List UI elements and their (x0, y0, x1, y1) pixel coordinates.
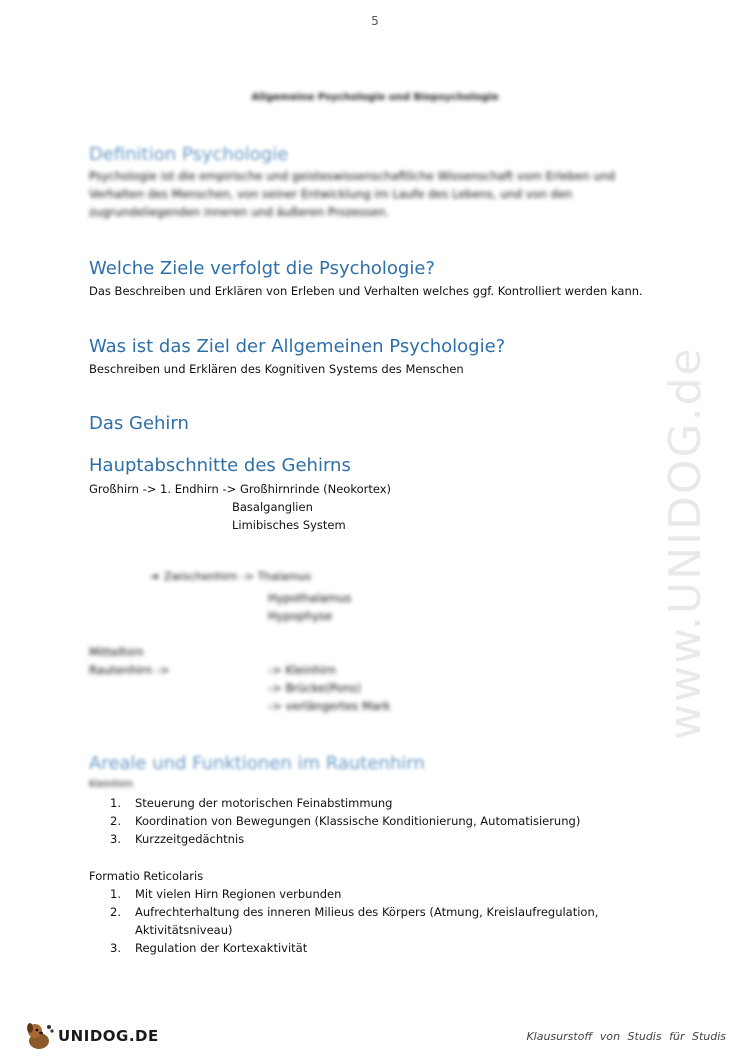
areale-subheading: Kleinhirn (89, 779, 133, 790)
dog-icon (22, 1019, 56, 1053)
footer-tagline: Klausurstoff von Studis für Studis (526, 1030, 726, 1043)
unidog-logo[interactable] (22, 1016, 159, 1056)
rautenhirn-line: Rautenhirn -> (89, 663, 170, 677)
document-title: Allgemeine Psychologie und Biopsychologie (251, 92, 499, 103)
hauptabschnitte-line-3: Limibisches System (232, 518, 346, 532)
areale-heading: Areale und Funktionen im Rautenhirn (89, 753, 425, 774)
hypothalamus-line: Hypothalamus (268, 591, 352, 605)
verlaengertes-mark-line: -> verlängertes Mark (268, 699, 391, 713)
hauptabschnitte-line-2: Basalganglien (232, 500, 313, 514)
definition-heading: Definition Psychologie (89, 144, 289, 165)
kleinhirn-line: -> Kleinhirn (268, 663, 337, 677)
arrow-bullet-icon: ➔ (150, 570, 160, 583)
zwischenhirn-line: Zwischenhirn -> Thalamus (164, 570, 312, 583)
list-item: 2. Aufrechterhaltung des inneren Milieus des Körpers (Atmung, Kreislaufregulation, Aktivitätsniveau) (110, 905, 599, 937)
page-number: 5 (371, 14, 379, 28)
definition-text: Psychologie ist die empirische und geisteswissenschaftliche Wissenschaft vom Erleben und Verhalten des Menschen, von seiner Entwicklung im Laufe des Lebens, und von den zugrundeliegenden inneren und äußeren Prozessen. (89, 169, 616, 219)
list-item: 1. Steuerung der motorischen Feinabstimmung (110, 796, 393, 810)
watermark: www.UNIDOG.de (660, 346, 711, 740)
logo-text: UNIDOG.DE (58, 1027, 159, 1045)
section-ziel-allgemein (89, 336, 669, 378)
hauptabschnitte-line-1: Großhirn -> 1. Endhirn -> Großhirnrinde (Neokortex) (89, 482, 392, 496)
ziel-allgemein-heading: Was ist das Ziel der Allgemeinen Psychologie? (89, 336, 506, 357)
mittelhirn-line: Mittelhirn (89, 645, 144, 659)
zwischenhirn-block (150, 570, 311, 583)
kleinhirn-list (89, 794, 649, 848)
ziel-allgemein-text: Beschreiben und Erklären des Kognitiven Systems des Menschen (89, 362, 464, 376)
formatio-label: Formatio Reticolaris (89, 869, 204, 883)
section-ziele (89, 258, 669, 300)
list-item: 1. Mit vielen Hirn Regionen verbunden (110, 887, 342, 901)
list-item: 3. Kurzzeitgedächtnis (110, 832, 245, 846)
hypophyse-line: Hypophyse (268, 609, 333, 623)
formatio-list (89, 885, 629, 957)
ziele-text: Das Beschreiben und Erklären von Erleben und Verhalten welches ggf. Kontrolliert werden kann. (89, 284, 643, 298)
gehirn-heading: Das Gehirn (89, 413, 189, 434)
list-item: 2. Koordination von Bewegungen (Klassische Konditionierung, Automatisierung) (110, 814, 581, 828)
section-definition (89, 144, 669, 221)
hauptabschnitte-heading: Hauptabschnitte des Gehirns (89, 455, 351, 476)
list-item: 3. Regulation der Kortexaktivität (110, 941, 308, 955)
bruecke-line: -> Brücke(Pons) (268, 681, 361, 695)
ziele-heading: Welche Ziele verfolgt die Psychologie? (89, 258, 435, 279)
